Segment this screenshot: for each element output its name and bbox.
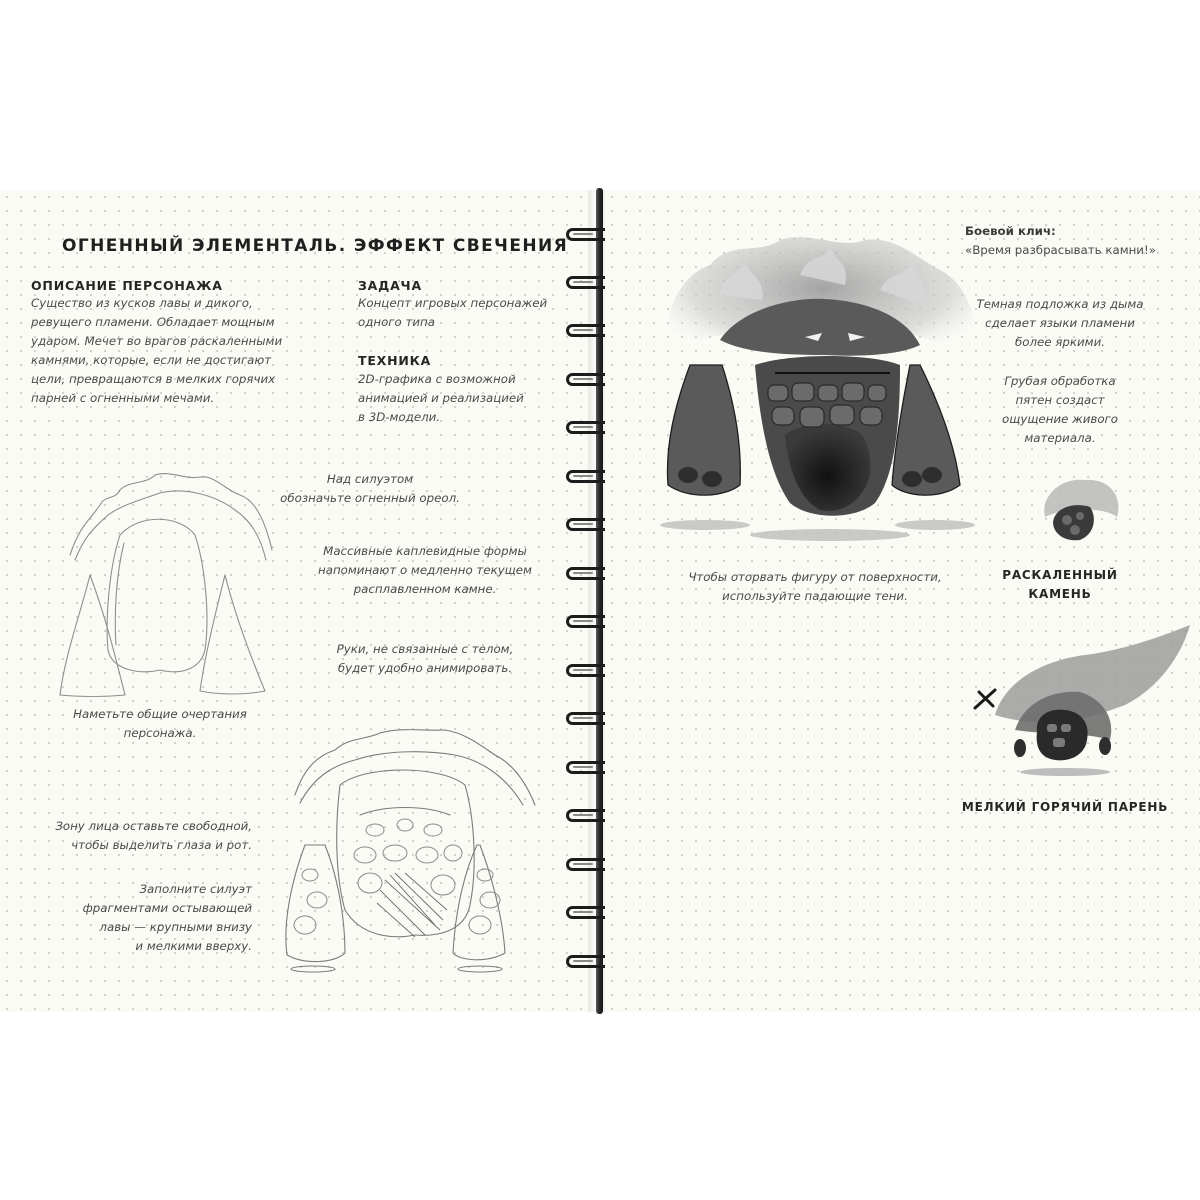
page-title: ОГНЕННЫЙ ЭЛЕМЕНТАЛЬ. ЭФФЕКТ СВЕЧЕНИЯ [62,236,569,256]
hot-stone-painting [1035,472,1125,552]
elemental-painting [650,235,990,555]
description-text: Существо из кусков лавы и дикого, ревущего пламени. Обладает мощным ударом. Мечет во врагов раскаленными камнями, которые, если не достигают цели, превращаются в мелких горячих парней с огненными мечами. [31,296,283,405]
caption-small-guy: МЕЛКИЙ ГОРЯЧИЙ ПАРЕНЬ [961,800,1169,814]
left-page [0,190,588,1012]
description-heading: ОПИСАНИЕ ПЕРСОНАЖА [31,278,223,293]
battle-cry-label: Боевой клич: [965,224,1056,238]
outline-sketch [50,465,290,695]
hot-guy-painting [965,620,1195,785]
note-outline: Наметьте общие очертания персонажа. [73,707,247,740]
technique-heading: ТЕХНИКА [358,353,432,368]
caption-hot-stone: РАСКАЛЕННЫЙ КАМЕНЬ [1002,568,1118,601]
note-hands: Руки, не связанные с телом, будет удобно анимировать. [336,642,514,675]
task-text: Концепт игровых персонажей одного типа [358,296,548,329]
note-drops: Массивные каплевидные формы напоминают о медленно текущем расплавленном камне. [318,544,532,596]
note-face: Зону лица оставьте свободной, чтобы выделить глаза и рот. [55,819,252,852]
battle-cry-quote: «Время разбрасывать камни!» [965,243,1156,257]
binding-spine [596,188,603,1014]
note-shadow: Чтобы оторвать фигуру от поверхности, используйте падающие тени. [688,570,942,603]
fill-sketch [265,725,565,985]
task-heading: ЗАДАЧА [358,278,422,293]
technique-text: 2D-графика с возможной анимацией и реализацией в 3D-модели. [358,372,524,424]
note-aura: Над силуэтом обозначьте огненный ореол. [280,472,460,505]
note-fill: Заполните силуэт фрагментами остывающей лавы — крупными внизу и мелкими вверху. [82,882,252,953]
right-page [605,190,1200,1012]
note-rough: Грубая обработка пятен создаст ощущение живого материала. [1002,374,1118,445]
note-smoke: Темная подложка из дыма сделает языки пламени более яркими. [976,297,1144,349]
